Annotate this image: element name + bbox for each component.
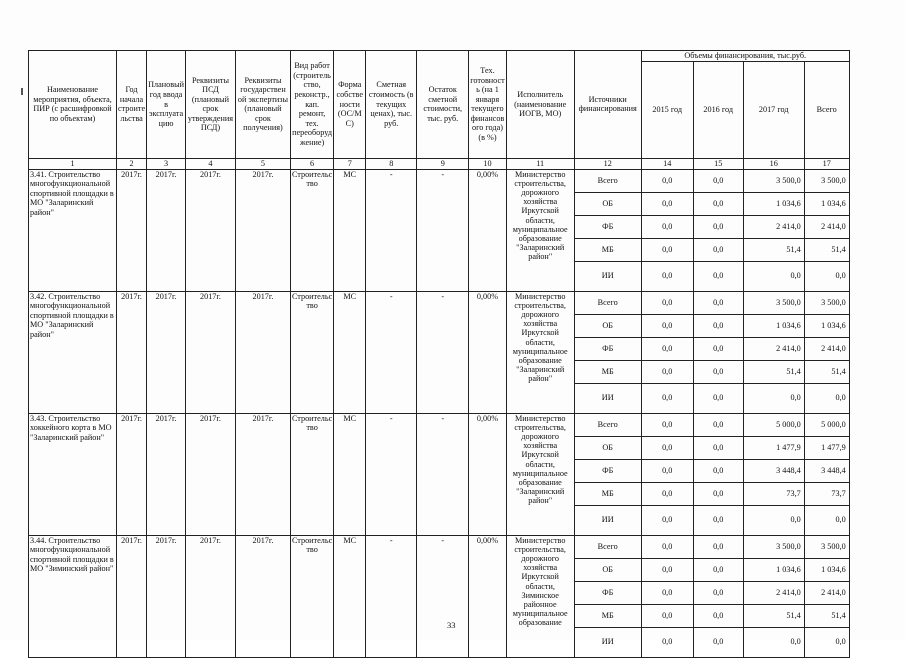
psd-date: 2017г. — [185, 535, 235, 657]
remaining-cost: - — [417, 169, 469, 291]
header-year-2015: 2015 год — [641, 61, 693, 158]
value-2015: 0,0 — [641, 192, 693, 215]
table-row — [29, 413, 850, 436]
estimated-cost: - — [366, 169, 417, 291]
value-total: 0,0 — [804, 627, 849, 657]
column-number: 7 — [334, 158, 366, 169]
estimated-cost: - — [366, 535, 417, 657]
value-2017: 3 500,0 — [743, 291, 804, 314]
table-row — [29, 169, 850, 192]
column-number: 3 — [147, 158, 186, 169]
table-row — [29, 291, 850, 314]
plan-year: 2017г. — [147, 535, 186, 657]
psd-date: 2017г. — [185, 169, 235, 291]
header-start-year: Год начала строите льства — [117, 51, 147, 159]
work-type: Строительс тво — [290, 413, 333, 535]
value-2016: 0,0 — [693, 413, 743, 436]
header-name: Наименование мероприятия, объекта, ПИР (с расшифровкой по объектам) — [29, 51, 117, 159]
value-total: 3 500,0 — [804, 291, 849, 314]
value-2015: 0,0 — [641, 291, 693, 314]
value-total: 1 034,6 — [804, 558, 849, 581]
header-plan-year: Плановый год ввода в эксплуата цию — [147, 51, 186, 159]
table-row — [29, 535, 850, 558]
value-2016: 0,0 — [693, 581, 743, 604]
psd-date: 2017г. — [185, 413, 235, 535]
value-2017: 2 414,0 — [743, 337, 804, 360]
column-number: 5 — [235, 158, 290, 169]
executor: Министерство строительства, дорожного хозяйства Иркутской области, Зиминское районное муниципальное образование — [506, 535, 574, 657]
object-name: 3.42. Строительство многофункциональной спортивной площадки в МО "Заларинский район" — [29, 291, 117, 413]
funding-source: ИИ — [574, 261, 641, 291]
readiness: 0,00% — [469, 413, 506, 535]
header-funding-sources: Источники финансирования — [574, 51, 641, 159]
funding-source: ИИ — [574, 505, 641, 535]
funding-source: ИИ — [574, 383, 641, 413]
value-2016: 0,0 — [693, 291, 743, 314]
value-total: 2 414,0 — [804, 581, 849, 604]
plan-year: 2017г. — [147, 291, 186, 413]
expertise-date: 2017г. — [235, 291, 290, 413]
value-2016: 0,0 — [693, 192, 743, 215]
column-number: 6 — [290, 158, 333, 169]
column-number: 4 — [185, 158, 235, 169]
value-2016: 0,0 — [693, 215, 743, 238]
value-total: 3 448,4 — [804, 459, 849, 482]
value-total: 2 414,0 — [804, 215, 849, 238]
start-year: 2017г. — [117, 169, 147, 291]
readiness: 0,00% — [469, 169, 506, 291]
start-year: 2017г. — [117, 413, 147, 535]
funding-source: МБ — [574, 604, 641, 627]
value-2016: 0,0 — [693, 314, 743, 337]
column-number: 10 — [469, 158, 506, 169]
ownership: МС — [334, 169, 366, 291]
expertise-date: 2017г. — [235, 413, 290, 535]
header-ownership: Форма собстве ности (ОС/М С) — [334, 51, 366, 159]
funding-source: ФБ — [574, 215, 641, 238]
value-2016: 0,0 — [693, 169, 743, 192]
header-year-2016: 2016 год — [693, 61, 743, 158]
financing-table — [28, 50, 850, 658]
estimated-cost: - — [366, 413, 417, 535]
header-funding-volumes: Объемы финансирования, тыс.руб. — [641, 51, 849, 62]
column-number: 9 — [417, 158, 469, 169]
value-2015: 0,0 — [641, 261, 693, 291]
header-total: Всего — [804, 61, 849, 158]
value-total: 5 000,0 — [804, 413, 849, 436]
value-2015: 0,0 — [641, 238, 693, 261]
value-2017: 2 414,0 — [743, 581, 804, 604]
column-number: 8 — [366, 158, 417, 169]
psd-date: 2017г. — [185, 291, 235, 413]
funding-source: МБ — [574, 482, 641, 505]
plan-year: 2017г. — [147, 169, 186, 291]
value-2015: 0,0 — [641, 436, 693, 459]
value-total: 3 500,0 — [804, 535, 849, 558]
value-total: 1 034,6 — [804, 192, 849, 215]
header-work-type: Вид работ (строитель ство, реконстр., кап. ремонт, тех. переоборуд жение) — [290, 51, 333, 159]
executor: Министерство строительства, дорожного хозяйства Иркутской области, муниципальное образование "Заларинский район" — [506, 413, 574, 535]
table-body — [29, 169, 850, 657]
value-2015: 0,0 — [641, 337, 693, 360]
value-2016: 0,0 — [693, 535, 743, 558]
value-total: 3 500,0 — [804, 169, 849, 192]
column-number: 1 — [29, 158, 117, 169]
value-2015: 0,0 — [641, 627, 693, 657]
value-total: 73,7 — [804, 482, 849, 505]
header-year-2017: 2017 год — [743, 61, 804, 158]
header-remaining-cost: Остаток сметной стоимости, тыс. руб. — [417, 51, 469, 159]
ownership: МС — [334, 413, 366, 535]
funding-source: МБ — [574, 360, 641, 383]
value-2017: 51,4 — [743, 238, 804, 261]
value-2017: 51,4 — [743, 360, 804, 383]
value-2016: 0,0 — [693, 505, 743, 535]
value-2017: 5 000,0 — [743, 413, 804, 436]
value-2017: 1 034,6 — [743, 558, 804, 581]
work-type: Строительс тво — [290, 291, 333, 413]
value-2016: 0,0 — [693, 436, 743, 459]
value-2016: 0,0 — [693, 337, 743, 360]
value-total: 51,4 — [804, 604, 849, 627]
value-total: 0,0 — [804, 505, 849, 535]
ownership: МС — [334, 291, 366, 413]
expertise-date: 2017г. — [235, 169, 290, 291]
column-number: 16 — [743, 158, 804, 169]
value-2015: 0,0 — [641, 413, 693, 436]
plan-year: 2017г. — [147, 413, 186, 535]
value-2015: 0,0 — [641, 314, 693, 337]
remaining-cost: - — [417, 291, 469, 413]
readiness: 0,00% — [469, 535, 506, 657]
value-2016: 0,0 — [693, 558, 743, 581]
value-2016: 0,0 — [693, 261, 743, 291]
value-2017: 1 477,9 — [743, 436, 804, 459]
value-2015: 0,0 — [641, 459, 693, 482]
header-executor: Исполнитель (наименование ИОГВ, МО) — [506, 51, 574, 159]
value-2015: 0,0 — [641, 581, 693, 604]
value-2016: 0,0 — [693, 604, 743, 627]
readiness: 0,00% — [469, 291, 506, 413]
funding-source: Всего — [574, 535, 641, 558]
object-name: 3.41. Строительство многофункциональной спортивной площадки в МО "Заларинский район" — [29, 169, 117, 291]
value-2015: 0,0 — [641, 604, 693, 627]
value-total: 0,0 — [804, 383, 849, 413]
header-readiness: Тех. готовност ь (на 1 января текущего финансов ого года) (в %) — [469, 51, 506, 159]
value-2015: 0,0 — [641, 383, 693, 413]
expertise-date: 2017г. — [235, 535, 290, 657]
value-2017: 2 414,0 — [743, 215, 804, 238]
value-2016: 0,0 — [693, 627, 743, 657]
value-total: 0,0 — [804, 261, 849, 291]
funding-source: МБ — [574, 238, 641, 261]
value-2016: 0,0 — [693, 459, 743, 482]
header-estimated-cost: Сметная стоимость (в текущих ценах), тыс. руб. — [366, 51, 417, 159]
funding-source: Всего — [574, 413, 641, 436]
value-2015: 0,0 — [641, 558, 693, 581]
column-number: 2 — [117, 158, 147, 169]
column-number: 14 — [641, 158, 693, 169]
column-number: 15 — [693, 158, 743, 169]
column-number: 11 — [506, 158, 574, 169]
start-year: 2017г. — [117, 535, 147, 657]
column-number-row — [29, 158, 850, 169]
start-year: 2017г. — [117, 291, 147, 413]
funding-source: ОБ — [574, 558, 641, 581]
value-2017: 51,4 — [743, 604, 804, 627]
column-number: 12 — [574, 158, 641, 169]
value-2017: 73,7 — [743, 482, 804, 505]
funding-source: Всего — [574, 291, 641, 314]
object-name: 3.43. Строительство хоккейного корта в МО "Заларинский район" — [29, 413, 117, 535]
value-2015: 0,0 — [641, 535, 693, 558]
value-total: 1 477,9 — [804, 436, 849, 459]
value-total: 51,4 — [804, 360, 849, 383]
funding-source: ОБ — [574, 314, 641, 337]
column-number: 17 — [804, 158, 849, 169]
executor: Министерство строительства, дорожного хозяйства Иркутской области, муниципальное образование "Заларинский район" — [506, 291, 574, 413]
funding-source: Всего — [574, 169, 641, 192]
funding-source: ФБ — [574, 581, 641, 604]
value-2016: 0,0 — [693, 360, 743, 383]
header-psd: Реквизиты ПСД (плановый срок утверждения ПСД) — [185, 51, 235, 159]
work-type: Строительс тво — [290, 535, 333, 657]
value-2016: 0,0 — [693, 238, 743, 261]
funding-source: ОБ — [574, 192, 641, 215]
value-2015: 0,0 — [641, 215, 693, 238]
work-type: Строительс тво — [290, 169, 333, 291]
value-2017: 3 500,0 — [743, 535, 804, 558]
value-2015: 0,0 — [641, 505, 693, 535]
header-expertise: Реквизиты государствен ой экспертизы (плановый срок получения) — [235, 51, 290, 159]
value-2017: 0,0 — [743, 383, 804, 413]
value-total: 1 034,6 — [804, 314, 849, 337]
value-2016: 0,0 — [693, 482, 743, 505]
funding-source: ФБ — [574, 337, 641, 360]
value-2017: 1 034,6 — [743, 314, 804, 337]
funding-source: ФБ — [574, 459, 641, 482]
value-2017: 0,0 — [743, 627, 804, 657]
value-2017: 1 034,6 — [743, 192, 804, 215]
value-2017: 0,0 — [743, 505, 804, 535]
funding-source: ОБ — [574, 436, 641, 459]
value-2017: 0,0 — [743, 261, 804, 291]
remaining-cost: - — [417, 535, 469, 657]
ownership: МС — [334, 535, 366, 657]
value-2015: 0,0 — [641, 482, 693, 505]
value-2017: 3 500,0 — [743, 169, 804, 192]
margin-mark — [21, 88, 23, 95]
object-name: 3.44. Строительство многофункциональной спортивной площадки в МО "Зиминский район" — [29, 535, 117, 657]
value-total: 51,4 — [804, 238, 849, 261]
value-2015: 0,0 — [641, 360, 693, 383]
estimated-cost: - — [366, 291, 417, 413]
value-2016: 0,0 — [693, 383, 743, 413]
executor: Министерство строительства, дорожного хозяйства Иркутской области, муниципальное образование "Заларинский район" — [506, 169, 574, 291]
value-2017: 3 448,4 — [743, 459, 804, 482]
page-number: 33 — [447, 620, 456, 630]
value-total: 2 414,0 — [804, 337, 849, 360]
funding-source: ИИ — [574, 627, 641, 657]
value-2015: 0,0 — [641, 169, 693, 192]
remaining-cost: - — [417, 413, 469, 535]
